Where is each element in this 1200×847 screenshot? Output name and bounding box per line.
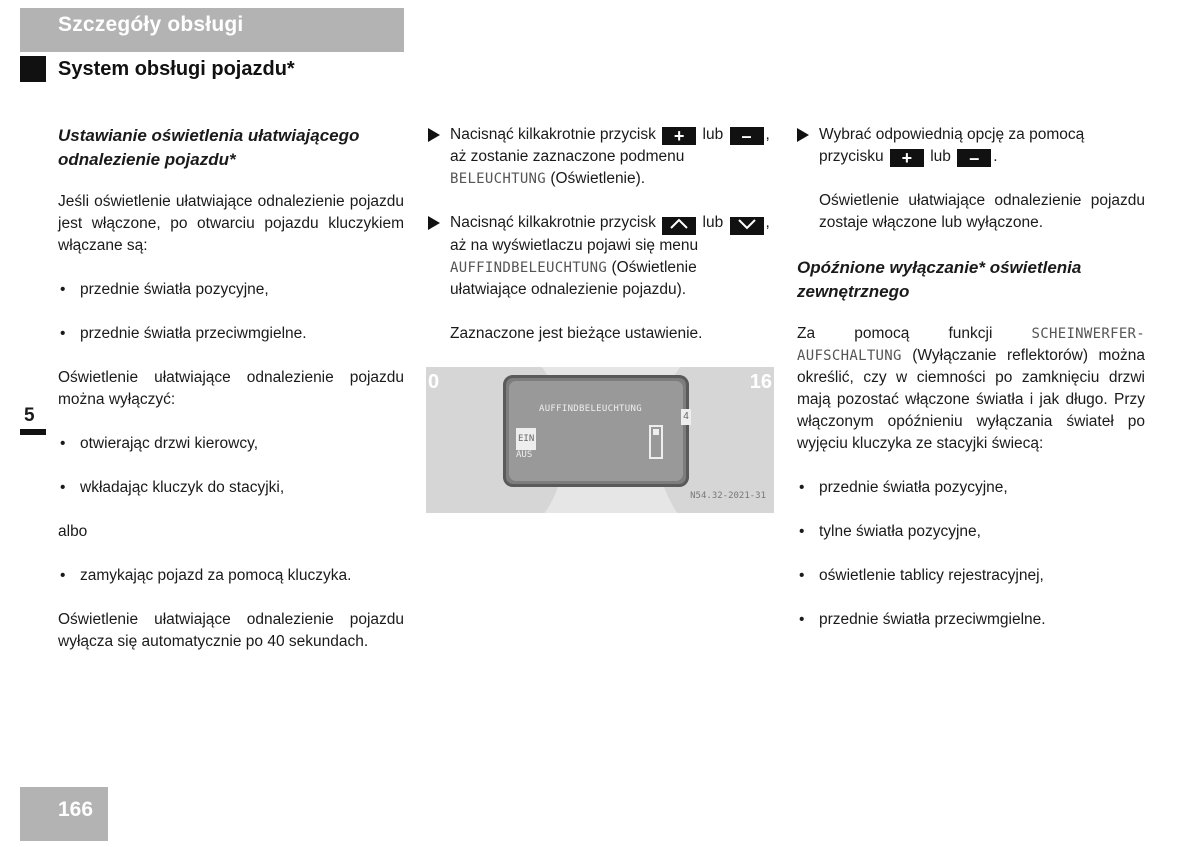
multifunction-display xyxy=(503,375,689,487)
list-item: • otwierając drzwi kierowcy, xyxy=(58,433,404,455)
instrument-display-image xyxy=(426,367,774,513)
step-text: . xyxy=(993,148,998,165)
plus-key-icon: + xyxy=(890,149,924,167)
display-option-selected: EIN xyxy=(516,428,536,450)
list-item: • przednie światła przeciwmgielne. xyxy=(58,323,404,345)
menu-name: SCHEINWERFER-AUFSCHALTUNG xyxy=(797,326,1146,364)
page-number-box xyxy=(20,787,108,841)
down-key-icon xyxy=(730,217,764,235)
chapter-number: 5 xyxy=(24,405,35,426)
chapter-underline xyxy=(20,429,46,435)
step-text: lub xyxy=(930,148,951,165)
paragraph-auto-off: Oświetlenie ułatwiające odnalezienie pojazdu wyłącza się automatycznie po 40 sekundach. xyxy=(58,611,404,650)
list-item: • przednie światła pozycyjne, xyxy=(58,279,404,301)
paragraph-text: (Wyłączanie reflektorów) można określić, czy w ciemności po zamknięciu drzwi mają pozostać włączone światła i jak długo. Przy włączonym opóźnieniu wyłączania świateł po wyjęciu kluczyka ze stacyjki świecą: xyxy=(797,347,1145,452)
heading-delayed-off: Opóźnione wyłączanie* oświetlenia zewnętrznego xyxy=(797,258,1082,301)
up-key-icon xyxy=(662,217,696,235)
list-item: • zamykając pojazd za pomocą kluczyka. xyxy=(58,565,404,587)
paragraph-or: albo xyxy=(58,523,88,540)
display-menu-title: AUFFINDBELEUCHTUNG xyxy=(539,404,642,414)
chapter-tab xyxy=(20,403,46,435)
list-item: • przednie światła pozycyjne, xyxy=(797,477,1145,499)
step-arrow-icon xyxy=(428,128,440,142)
display-scrollbar xyxy=(649,425,663,459)
menu-name: BELEUCHTUNG xyxy=(450,171,547,187)
instruction-step xyxy=(428,212,776,301)
section-title-label: Szczegóły obsługi xyxy=(58,13,244,36)
step-arrow-icon xyxy=(797,128,809,142)
paragraph-current-setting: Zaznaczone jest bieżące ustawienie. xyxy=(450,325,703,342)
gauge-label: 16 xyxy=(749,371,772,393)
list-item: • wkładając kluczyk do stacyjki, xyxy=(58,477,404,499)
paragraph-delayed-intro xyxy=(797,323,1145,455)
step-text: Nacisnąć kilkakrotnie przycisk xyxy=(450,126,656,143)
paragraph-intro: Jeśli oświetlenie ułatwiające odnalezienie pojazdu jest włączone, po otwarciu pojazdu kluczykiem włączane są: xyxy=(58,193,404,254)
instruction-step xyxy=(797,124,1145,168)
list-item: • tylne światła pozycyjne, xyxy=(797,521,1145,543)
step-text: , aż zostanie zaznaczone podmenu xyxy=(450,126,770,165)
display-badge: 4 xyxy=(681,409,691,425)
list-item: • oświetlenie tablicy rejestracyjnej, xyxy=(797,565,1145,587)
step-text: (Oświetlenie). xyxy=(550,170,646,187)
display-scroll-thumb xyxy=(653,429,659,435)
minus-key-icon: – xyxy=(730,127,764,145)
step-text: Wybrać odpowiednią opcję za pomocą przycisku xyxy=(819,126,1085,165)
menu-name: AUFFINDBELEUCHTUNG xyxy=(450,260,608,276)
list-item: • przednie światła przeciwmgielne. xyxy=(797,609,1145,631)
page-title: System obsługi pojazdu* xyxy=(58,58,295,80)
section-marker xyxy=(20,56,46,82)
column-left xyxy=(58,124,404,675)
display-option: AUS xyxy=(516,450,533,460)
minus-key-icon: – xyxy=(957,149,991,167)
instruction-step xyxy=(428,124,776,190)
step-text: lub xyxy=(702,214,724,231)
column-middle xyxy=(428,124,776,513)
step-text: , aż na wyświetlaczu pojawi się menu xyxy=(450,214,770,254)
display-panel xyxy=(509,381,689,481)
column-right xyxy=(797,124,1145,653)
gauge-label: 0 xyxy=(428,371,440,393)
step-text: Nacisnąć kilkakrotnie przycisk xyxy=(450,214,656,231)
heading-finding-light: Ustawianie oświetlenia ułatwiającego odnalezienie pojazdu* xyxy=(58,126,360,169)
paragraph-result: Oświetlenie ułatwiające odnalezienie pojazdu zostaje włączone lub wyłączone. xyxy=(819,192,1145,231)
plus-key-icon: + xyxy=(662,127,696,145)
step-text: (Oświetlenie ułatwiające odnalezienie pojazdu). xyxy=(450,259,697,298)
step-arrow-icon xyxy=(428,216,440,230)
image-caption: N54.32-2021-31 xyxy=(690,491,766,501)
step-text: lub xyxy=(702,126,724,143)
paragraph-switch-off: Oświetlenie ułatwiające odnalezienie pojazdu można wyłączyć: xyxy=(58,369,404,408)
paragraph-text: Za pomocą funkcji xyxy=(797,325,993,342)
page-number: 166 xyxy=(58,798,94,821)
